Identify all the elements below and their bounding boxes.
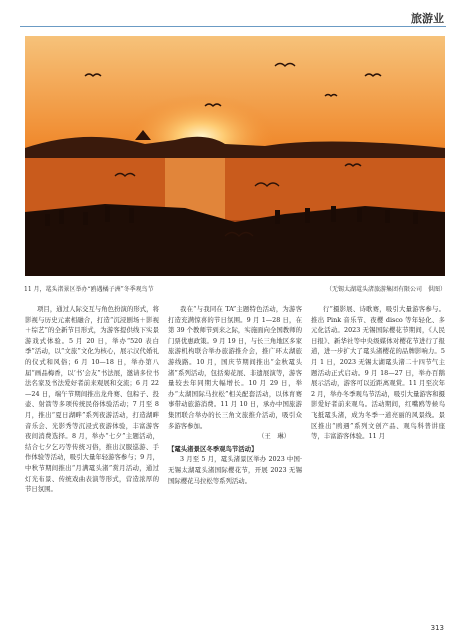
- page-header: [0, 0, 468, 26]
- caption-text: 11 月，鼋头渚景区举办“鸥遇橘子洲”冬季观鸟节: [24, 286, 154, 293]
- section-subhead: 【鼋头渚景区冬季观鸟节活动】: [168, 444, 258, 453]
- page-number: 313: [430, 624, 444, 632]
- column-2b-text: 3 月至 5 月，鼋头渚景区举办 2023 中国·无锡太湖鼋头渚国际樱花节，开展 2023 无锡国际樱花马拉松等系列活动。: [168, 455, 302, 485]
- column-3: [311, 304, 445, 616]
- column-2: [168, 304, 302, 616]
- photo-caption: [24, 284, 446, 296]
- sunset-lake-photo: [25, 36, 445, 276]
- article-body: [25, 304, 445, 616]
- column-2-text: 我在“与我同在 TA”主题特色活动，为游客打造充满惊喜的节日氛围。9 月 1—28 日，在第 39 个教师节到来之际，实施面向全国教师的门票优惠政策。9 月 19 日，与长三角地区多家旅游机构联合举办旅游推介会，推广环太湖旅游线路。10 月，国庆节期间推出“金秋鼋头渚”系列活动，包括菊花展、非遗展演等，游客量较去年同期大幅增长。10 月 29 日，举办“太湖国际马拉松”相关配套活动，以体育赛事带动旅游消费。11 月 10 日，承办中国旅游集团联合举办的长三角文旅推介活动，吸引众多游客参加。: [168, 305, 302, 430]
- article-photo: [25, 36, 445, 276]
- column-1: [25, 304, 159, 616]
- caption-credit: （无锡太湖鼋头渚旅游集团有限公司 供图）: [325, 286, 446, 293]
- column-1-text: 项目，通过人际交互与角色扮演的形式，将影视与历史元素相融合，打造“沉浸剧场＋影视＋综艺”的全新节目形式，为游客提供线下实景游戏式体验。5 月 20 日，举办“520 表白季”活动，以“文旅”文化为核心，展示汉代婚礼的仪式和风俗；6 月 10—18 日，举办第八届“画品梅香，以‘书’会友”书法展，邀请多位书法名家及书法爱好者前来观展和交流；6 月 22—24 日，端午节期间推出龙舟赛、包粽子、投壶、射箭等多项传统民俗体验活动；7 月至 8 月，推出“夏日湖畔”系列夜游活动，打造湖畔音乐会、光影秀等沉浸式夜游体验，丰富游客夜间消费选择。8 月，举办“七夕”主题活动，结合七夕乞巧等传统习俗，推出汉服巡游、手作体验等活动，吸引大量年轻游客参与；9 月，中秋节期间推出“月满鼋头渚”赏月活动，通过灯光布景、传统戏曲表演等形式，营造浓厚的节日氛围。: [25, 305, 159, 494]
- author-credit: （王 琳）: [258, 432, 290, 441]
- section-title: 旅游业: [411, 12, 444, 25]
- header-rule: [20, 26, 446, 27]
- column-3-text: 行”摄影展、诗歌赛，吸引大量游客参与。推出 Pink 音乐节、夜樱 disco 等年轻化、多元化活动。2023 无锡国际樱花节期间，《人民日报》、新华社等中央级媒体对樱花节进行了报道，进一步扩大了鼋头渚樱花的品牌影响力。5 月 1 日，2023 无锡太湖鼋头渚二十四节气主题活动正式启动。9 月 18—27 日，举办百鹅展示活动，游客可以近距离观赏。11 月至次年 2 月，举办冬季观鸟节活动，吸引大量游客和摄影爱好者前来观鸟。活动期间，红嘴鸥等候鸟飞抵鼋头渚，成为冬季一道亮丽的风景线。景区推出“鸥遇”系列文创产品、观鸟科普讲座等，丰富游客体验。11 月: [311, 305, 445, 441]
